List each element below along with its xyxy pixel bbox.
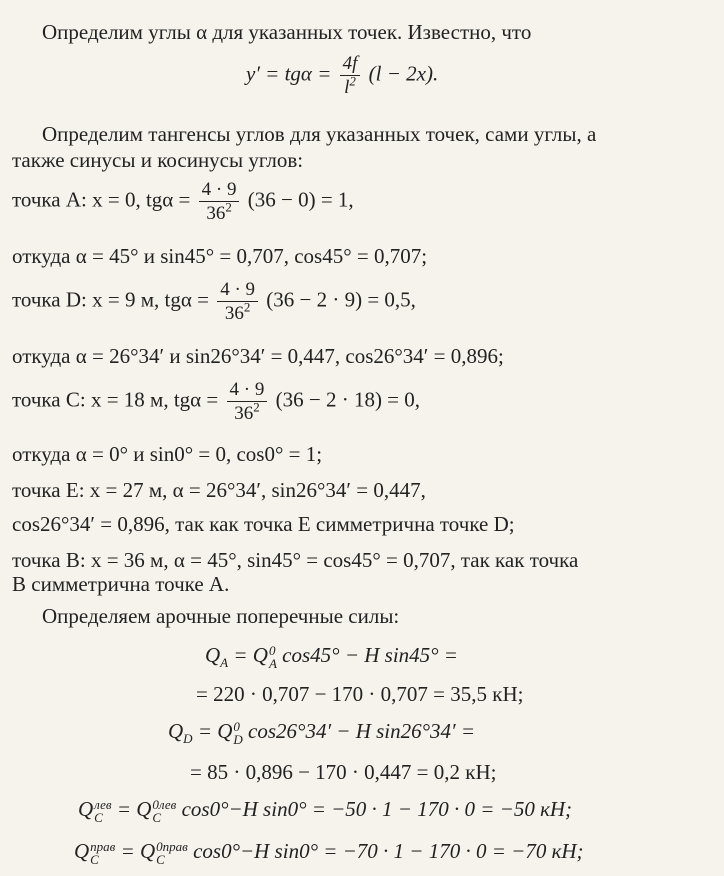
point-e-line2: cos26°34′ = 0,896, так как точка E симметрична точке D; <box>12 512 515 536</box>
formula-denominator: $l^2$ <box>344 73 356 98</box>
qc-left-equation: Q лев C = Q 0лев C cos0°−H sin0° = −50 · 1 − 170 · 0 = −50 кН; <box>78 796 573 825</box>
formula-rhs: (l − 2x). <box>368 61 439 86</box>
point-a-result: откуда α = 45° и sin45° = 0,707, cos45° = 0,707; <box>12 244 428 268</box>
point-a-calc: точка A: x = 0, tgα = $\frac{4 \cdot 9}{36^2}$ (36 − 0) = 1, <box>12 179 354 224</box>
intro-line: Определим углы α для указанных точек. Известно, что <box>42 20 532 44</box>
point-d-calc: точка D: x = 9 м, tgα = $\frac{4 \cdot 9}{36^2}$ (36 − 2 · 9) = 0,5, <box>12 279 416 324</box>
forces-intro: Определяем арочные поперечные силы: <box>42 604 400 628</box>
fraction: $\frac{4 \cdot 9}{36^2}$ <box>227 380 268 423</box>
tangents-intro-line1: Определим тангенсы углов для указанных точек, сами углы, а <box>42 122 597 146</box>
formula-fraction <box>340 54 361 97</box>
point-e-line1: точка E: x = 27 м, α = 26°34′, sin26°34′ = 0,447, <box>12 478 426 502</box>
point-b-line2: B симметрична точке A. <box>12 572 230 596</box>
point-b-line1: точка B: x = 36 м, α = 45°, sin45° = cos45° = 0,707, так как точка <box>12 548 579 572</box>
qd-equation: $Q_D = Q$ 0 D cos26°34′ − H sin26°34′ = <box>168 718 476 747</box>
formula-numerator: 4f <box>340 54 361 76</box>
formula-lhs: y′ = tgα = <box>246 61 332 86</box>
qc-right-equation: Q прав C = Q 0прав C cos0°−H sin0° = −70 · 1 − 170 · 0 = −70 кН; <box>74 838 584 867</box>
fraction: $\frac{4 \cdot 9}{36^2}$ <box>217 280 258 323</box>
tangents-intro-line2: также синусы и косинусы углов: <box>12 148 304 172</box>
point-c-result: откуда α = 0° и sin0° = 0, cos0° = 1; <box>12 442 323 466</box>
point-c-calc: точка C: x = 18 м, tgα = $\frac{4 \cdot 9}{36^2}$ (36 − 2 · 18) = 0, <box>12 379 421 424</box>
point-d-result: откуда α = 26°34′ и sin26°34′ = 0,447, cos26°34′ = 0,896; <box>12 344 504 368</box>
qa-value: = 220 · 0,707 − 170 · 0,707 = 35,5 кН; <box>196 682 524 706</box>
derivative-formula <box>246 54 438 97</box>
qd-value: = 85 · 0,896 − 170 · 0,447 = 0,2 кН; <box>190 760 497 784</box>
qa-equation: $Q_A = Q$ 0 A cos45° − H sin45° = <box>205 642 458 671</box>
fraction: $\frac{4 \cdot 9}{36^2}$ <box>199 180 240 223</box>
